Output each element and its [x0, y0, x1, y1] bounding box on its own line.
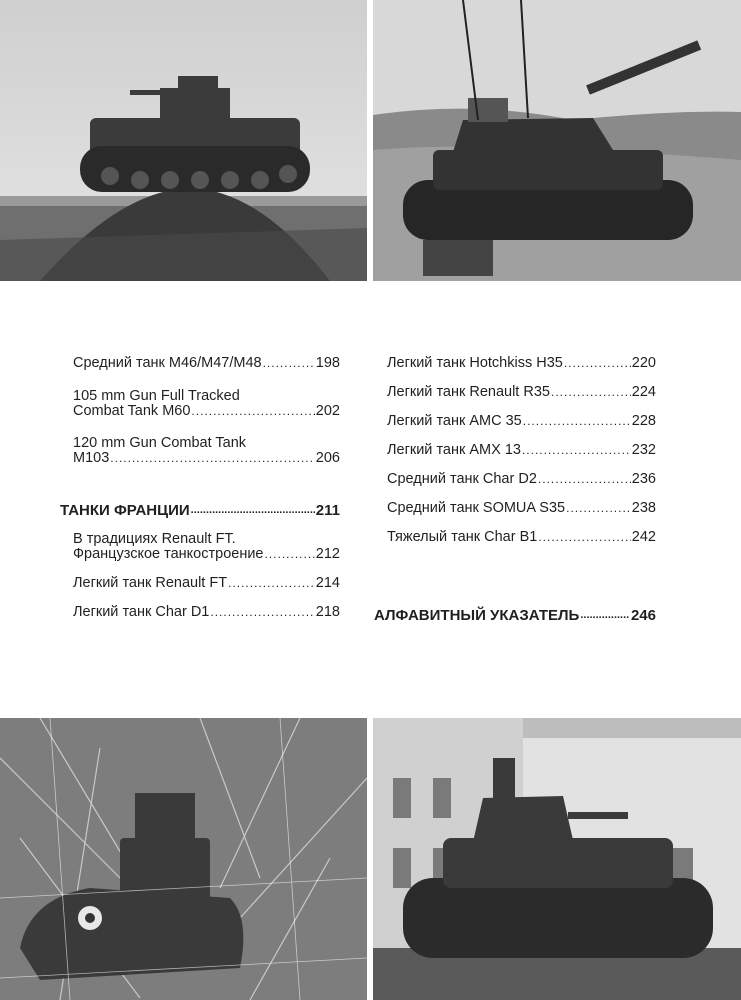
- toc-entry[interactable]: [60, 532, 340, 562]
- toc-entry[interactable]: [374, 385, 656, 400]
- toc-page-number: 214: [315, 575, 340, 591]
- toc-entry[interactable]: [374, 472, 656, 487]
- toc-page-number: 242: [631, 529, 656, 545]
- toc-entry-title: Легкий танк Char D1: [73, 604, 210, 620]
- toc-dot-leader: [263, 356, 315, 371]
- toc-entry-title-line: 105 mm Gun Full Tracked: [73, 388, 240, 404]
- toc-page-number: 246: [630, 607, 656, 624]
- toc-dot-leader: [110, 451, 315, 466]
- toc-entry[interactable]: [374, 608, 656, 623]
- photo-m3-tank-on-mound: [0, 0, 367, 281]
- toc-left-column: [60, 356, 340, 620]
- toc-entry[interactable]: [374, 530, 656, 545]
- toc-entry[interactable]: [60, 356, 340, 371]
- toc-entry-title: Легкий танк Renault R35: [387, 384, 550, 400]
- photo-m46-tank-field: [373, 0, 741, 281]
- toc-entry[interactable]: [374, 356, 656, 371]
- toc-dot-leader: [551, 385, 631, 400]
- toc-dot-leader: [265, 547, 315, 562]
- toc-entry[interactable]: [60, 605, 340, 620]
- photo-renault-ft-in-bushes: [0, 718, 367, 1000]
- toc-entry-title: Средний танк SOMUA S35: [387, 500, 566, 516]
- toc-entry-title: Французское танкостроение: [73, 546, 264, 562]
- toc-dot-leader: [191, 503, 315, 518]
- toc-page-number: 220: [631, 355, 656, 371]
- toc-page-number: 212: [315, 546, 340, 562]
- toc-dot-leader: [191, 404, 314, 419]
- toc-page-number: 198: [315, 355, 340, 371]
- toc-entry-title: Легкий танк Renault FT: [73, 575, 228, 591]
- toc-right-column: [374, 356, 656, 623]
- toc-entry-title: ТАНКИ ФРАНЦИИ: [60, 502, 190, 519]
- toc-dot-leader: [523, 414, 631, 429]
- toc-entry[interactable]: [60, 389, 340, 419]
- toc-entry[interactable]: [60, 503, 340, 518]
- toc-page-number: 206: [315, 450, 340, 466]
- toc-dot-leader: [538, 472, 631, 487]
- toc-dot-leader: [538, 530, 630, 545]
- toc-page-number: 228: [631, 413, 656, 429]
- toc-entry[interactable]: [60, 436, 340, 466]
- toc-entry-title: M103: [73, 450, 110, 466]
- toc-entry[interactable]: [374, 501, 656, 516]
- toc-entry-title: Combat Tank M60: [73, 403, 191, 419]
- toc-entry[interactable]: [374, 443, 656, 458]
- toc-dot-leader: [228, 576, 315, 591]
- toc-page-number: 211: [315, 502, 340, 519]
- toc-page-number: 202: [315, 403, 340, 419]
- toc-entry-title: АЛФАВИТНЫЙ УКАЗАТЕЛЬ: [374, 607, 580, 624]
- toc-entry-title: Тяжелый танк Char B1: [387, 529, 538, 545]
- toc-entry-title-line: В традициях Renault FT.: [73, 531, 236, 547]
- toc-page-number: 232: [631, 442, 656, 458]
- toc-dot-leader: [564, 356, 631, 371]
- toc-page-number: 238: [631, 500, 656, 516]
- toc-entry-title: Средний танк Char D2: [387, 471, 537, 487]
- toc-dot-leader: [580, 608, 630, 623]
- toc-page-number: 218: [315, 604, 340, 620]
- toc-entry-title: Легкий танк AMC 35: [387, 413, 522, 429]
- toc-entry-title: Легкий танк AMX 13: [387, 442, 521, 458]
- photo-renault-r35-street: [373, 718, 741, 1000]
- toc-page-number: 236: [631, 471, 656, 487]
- toc-page-number: 224: [631, 384, 656, 400]
- toc-dot-leader: [522, 443, 631, 458]
- toc-dot-leader: [210, 605, 314, 620]
- toc-entry-title: Легкий танк Hotchkiss H35: [387, 355, 563, 371]
- toc-entry-title-line: 120 mm Gun Combat Tank: [73, 435, 247, 451]
- toc-entry[interactable]: [60, 576, 340, 591]
- toc-entry[interactable]: [374, 414, 656, 429]
- toc-dot-leader: [566, 501, 631, 516]
- toc-entry-title: Средний танк М46/М47/М48: [73, 355, 262, 371]
